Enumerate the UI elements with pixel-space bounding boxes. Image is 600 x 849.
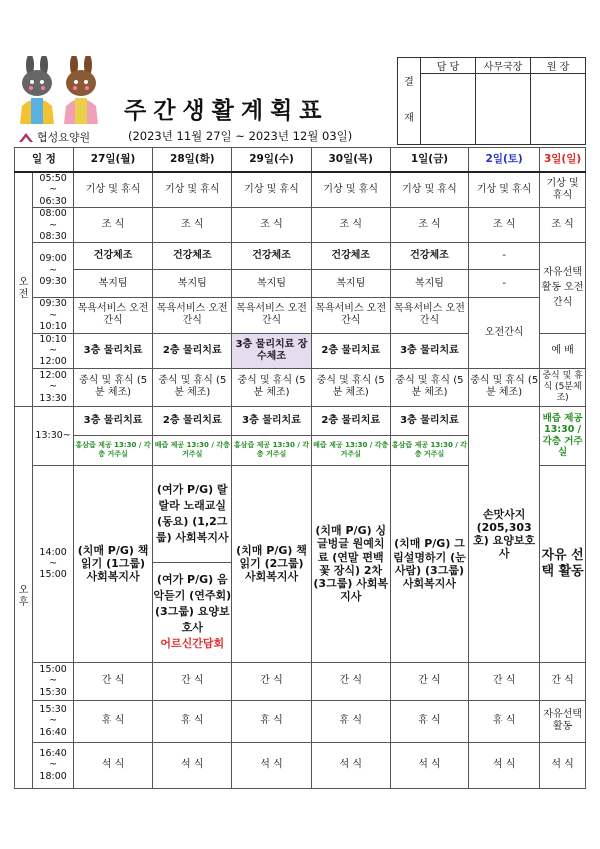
schedule-cell: 기상 및 휴식 <box>469 172 540 208</box>
schedule-cell: 조 식 <box>311 208 390 243</box>
schedule-cell: 조 식 <box>232 208 311 243</box>
schedule-cell: 중식 및 휴식 (5분 체조) <box>232 368 311 406</box>
schedule-cell-split: 3층 물리치료 홍삼즙 제공 13:30 / 각층 거주실 <box>390 406 468 465</box>
weekly-schedule-table <box>14 147 586 789</box>
schedule-cell: 석 식 <box>540 742 586 788</box>
elder-meeting-label: 어르신간담회 <box>160 637 225 651</box>
schedule-cell: 목욕서비스 오전간식 <box>390 298 468 333</box>
approval-header-staff: 담 당 <box>421 58 476 74</box>
schedule-cell: 3층 물리치료 <box>73 333 152 368</box>
schedule-cell: (치매 P/G) 책읽기 (1그룹) 사회복지사 <box>73 465 152 662</box>
schedule-cell: 3층 물리치료 장수체조 <box>232 333 311 368</box>
schedule-cell: 오전간식 <box>469 298 540 368</box>
time-slot: 15:00 ~ 15:30 <box>33 662 74 700</box>
schedule-cell: 석 식 <box>469 742 540 788</box>
schedule-cell: 자유선택 활동 <box>540 700 586 742</box>
schedule-period: (2023년 11월 27일 ~ 2023년 12월 03일) <box>128 129 353 143</box>
schedule-cell: 조 식 <box>73 208 152 243</box>
schedule-cell: 휴 식 <box>311 700 390 742</box>
schedule-cell: (치매 P/G) 책읽기 (2그룹) 사회복지사 <box>232 465 311 662</box>
schedule-cell-split: 건강체조 복지팀 <box>390 243 468 298</box>
approval-header-manager: 사무국장 <box>476 58 531 74</box>
day-header-mon: 27일(월) <box>73 148 152 173</box>
day-header-tue: 28일(화) <box>153 148 232 173</box>
approval-sign-staff <box>421 74 476 145</box>
schedule-cell: 기상 및 휴식 <box>153 172 232 208</box>
approval-side-label: 결 재 <box>398 58 421 145</box>
page-title: 주간생활계획표 <box>124 98 329 124</box>
time-slot: 16:40 ~ 18:00 <box>33 742 74 788</box>
schedule-cell: 중식 및 휴식 (5분 체조) <box>153 368 232 406</box>
schedule-cell-split: 2층 물리치료 배즙 제공 13:30 / 각층 거주실 <box>153 406 232 465</box>
schedule-cell: 석 식 <box>153 742 232 788</box>
schedule-cell-split: 3층 물리치료 홍삼즙 제공 13:30 / 각층 거주실 <box>73 406 152 465</box>
schedule-cell: 휴 식 <box>390 700 468 742</box>
schedule-cell: 간 식 <box>232 662 311 700</box>
time-slot: 08:00 ~ 08:30 <box>33 208 74 243</box>
schedule-cell: 석 식 <box>232 742 311 788</box>
approval-header-director: 원 장 <box>531 58 586 74</box>
time-slot: 13:30~ <box>33 406 74 465</box>
corner-header: 일 정 <box>15 148 74 173</box>
time-slot: 10:10 ~ 12:00 <box>33 333 74 368</box>
day-header-fri: 1일(금) <box>390 148 468 173</box>
approval-box <box>397 57 586 145</box>
schedule-cell: 자유선택 활동 오전간식 <box>540 243 586 333</box>
schedule-cell: 조 식 <box>153 208 232 243</box>
schedule-cell: 기상 및 휴식 <box>232 172 311 208</box>
approval-sign-director <box>531 74 586 145</box>
schedule-cell: 기상 및 휴식 <box>311 172 390 208</box>
schedule-cell: 3층 물리치료 <box>390 333 468 368</box>
organization <box>18 129 90 145</box>
schedule-cell-split: 건강체조 복지팀 <box>73 243 152 298</box>
schedule-cell: 배즙 제공 13:30 / 각층 거주실 <box>540 406 586 465</box>
time-slot: 09:00 ~ 09:30 <box>33 243 74 298</box>
schedule-cell: 간 식 <box>73 662 152 700</box>
schedule-cell: 예 배 <box>540 333 586 368</box>
schedule-cell-split: (여가 P/G) 랄랄라 노래교실 (동요) (1,2그룹) 사회복지사 (여가 P/G) 음악듣기 (연주회) (3그룹) 요양보호사 어르신간담회 <box>153 465 232 662</box>
schedule-cell-split: 건강체조 복지팀 <box>232 243 311 298</box>
org-logo-icon <box>18 131 34 143</box>
schedule-cell: 휴 식 <box>73 700 152 742</box>
schedule-cell: 휴 식 <box>153 700 232 742</box>
schedule-cell: 석 식 <box>73 742 152 788</box>
schedule-cell: 중식 및 휴식 (5분 체조) <box>73 368 152 406</box>
schedule-cell: 기상 및 휴식 <box>73 172 152 208</box>
schedule-cell: 2층 물리치료 <box>153 333 232 368</box>
schedule-cell: 석 식 <box>311 742 390 788</box>
time-slot: 05:50 ~ 06:30 <box>33 172 74 208</box>
day-header-sun: 3일(일) <box>540 148 586 173</box>
schedule-cell: 조 식 <box>540 208 586 243</box>
schedule-cell: 간 식 <box>390 662 468 700</box>
schedule-cell: 중식 및 휴식 (5분 체조) <box>390 368 468 406</box>
schedule-cell: 간 식 <box>311 662 390 700</box>
schedule-cell: 자유 선택 활동 <box>540 465 586 662</box>
time-slot: 12:00 ~ 13:30 <box>33 368 74 406</box>
schedule-cell: 간 식 <box>153 662 232 700</box>
schedule-cell: 기상 및 휴식 <box>390 172 468 208</box>
schedule-cell: 목욕서비스 오전간식 <box>311 298 390 333</box>
schedule-cell: 조 식 <box>469 208 540 243</box>
schedule-cell: (치매 P/G) 그림설명하기 (눈사람) (3그룹) 사회복지사 <box>390 465 468 662</box>
schedule-cell: 2층 물리치료 <box>311 333 390 368</box>
approval-sign-manager <box>476 74 531 145</box>
schedule-cell: 손맛사지 (205,303호) 요양보호사 <box>469 406 540 662</box>
schedule-cell: 목욕서비스 오전간식 <box>153 298 232 333</box>
time-slot: 15:30 ~ 16:40 <box>33 700 74 742</box>
day-header-sat: 2일(토) <box>469 148 540 173</box>
schedule-cell: 중식 및 휴식 (5분 체조) <box>469 368 540 406</box>
schedule-cell: 중식 및 휴식 (5분 체조) <box>311 368 390 406</box>
org-name: 협성요양원 <box>37 131 91 144</box>
schedule-cell-split: 3층 물리치료 홍삼즙 제공 13:30 / 각층 거주실 <box>232 406 311 465</box>
schedule-cell: 목욕서비스 오전간식 <box>232 298 311 333</box>
pm-label: 오 후 <box>15 406 33 788</box>
schedule-cell: 간 식 <box>469 662 540 700</box>
day-header-thu: 30일(목) <box>311 148 390 173</box>
schedule-cell-split: 건강체조 복지팀 <box>311 243 390 298</box>
schedule-cell: 중식 및 휴식 (5분체조) <box>540 368 586 406</box>
schedule-cell: 석 식 <box>390 742 468 788</box>
time-slot: 14:00 ~ 15:00 <box>33 465 74 662</box>
schedule-cell: 휴 식 <box>232 700 311 742</box>
am-label: 오 전 <box>15 172 33 406</box>
time-slot: 09:30 ~ 10:10 <box>33 298 74 333</box>
schedule-cell-split: 2층 물리치료 배즙 제공 13:30 / 각층 거주실 <box>311 406 390 465</box>
day-header-wed: 29일(수) <box>232 148 311 173</box>
bunny-illustration <box>14 56 106 128</box>
schedule-cell: 목욕서비스 오전간식 <box>73 298 152 333</box>
schedule-cell-split: - - <box>469 243 540 298</box>
schedule-cell: 간 식 <box>540 662 586 700</box>
schedule-cell: (치매 P/G) 싱글벙글 원예치료 (연말 편백 꽃 장식) 2차 (3그룹) 사회복지사 <box>311 465 390 662</box>
schedule-cell: 조 식 <box>390 208 468 243</box>
schedule-cell: 휴 식 <box>469 700 540 742</box>
schedule-cell: 기상 및 휴식 <box>540 172 586 208</box>
schedule-cell-split: 건강체조 복지팀 <box>153 243 232 298</box>
